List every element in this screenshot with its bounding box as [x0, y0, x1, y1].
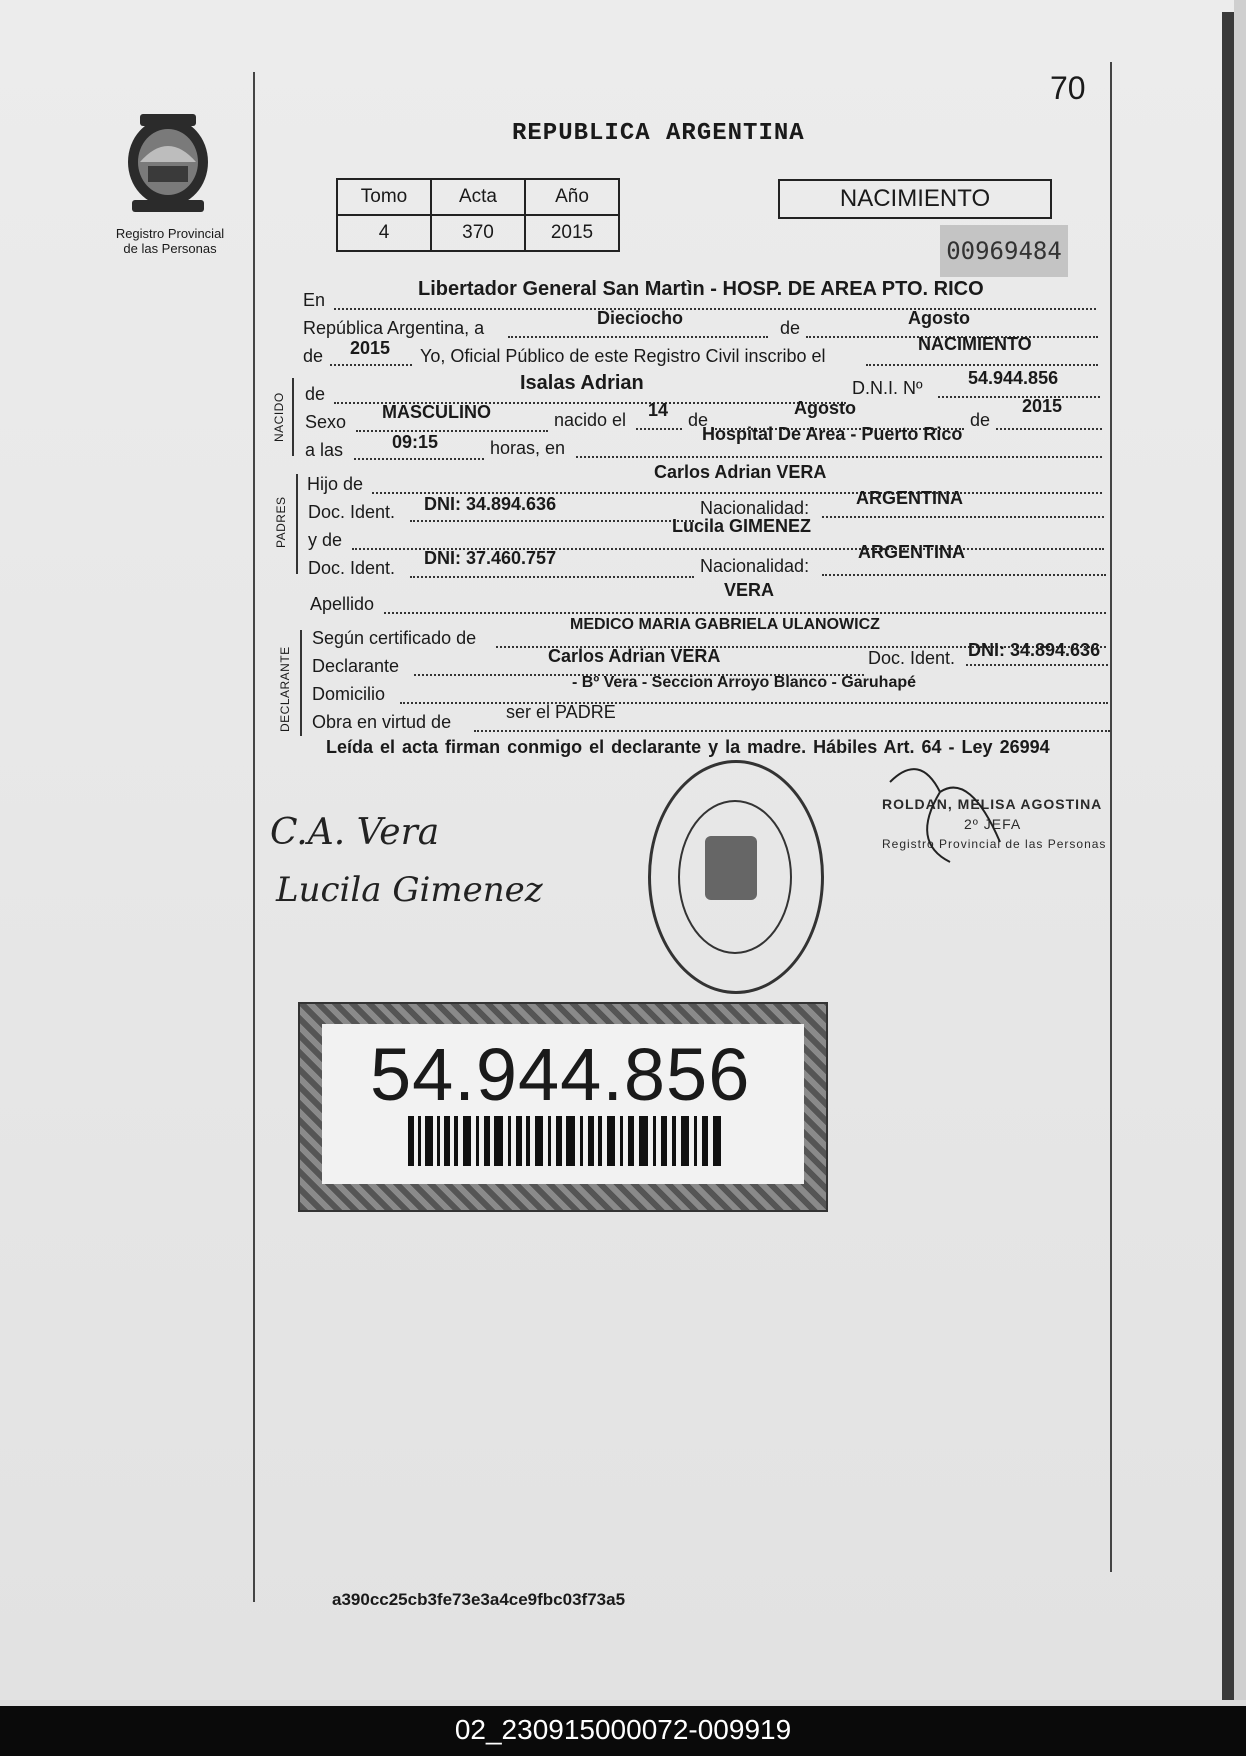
- father-nat-label: Nacionalidad:: [700, 498, 810, 518]
- dotted-line: [938, 396, 1100, 398]
- inscribe-type-value: NACIMIENTO: [918, 334, 1032, 354]
- month-value: Agosto: [908, 308, 970, 328]
- birth-place-value: Hospital De Area - Puerto Rico: [702, 424, 963, 444]
- father-signature: C.A. Vera: [270, 812, 440, 853]
- dotted-line: [576, 456, 1102, 458]
- father-nat-value: ARGENTINA: [856, 488, 963, 508]
- place-value: Libertador General San Martìn - HOSP. DE AREA PTO. RICO: [418, 278, 984, 300]
- horas-label: horas, en: [490, 438, 566, 458]
- de2-label: de: [303, 346, 324, 366]
- dni-label: D.N.I. Nº: [852, 378, 923, 398]
- dotted-line: [966, 664, 1108, 666]
- footer-id: 02_230915000072-009919: [0, 1706, 1246, 1756]
- officer-org: Registro Provincial de las Personas: [882, 837, 1107, 851]
- birth-de2-label: de: [970, 410, 991, 430]
- dotted-line: [996, 428, 1102, 430]
- barcode-icon: [408, 1116, 724, 1166]
- registry-table-value-row: [337, 215, 619, 251]
- declarante-doc-label: Doc. Ident.: [868, 648, 956, 668]
- time-value: 09:15: [392, 432, 439, 452]
- child-dni-value: 54.944.856: [968, 368, 1059, 388]
- registry-table: [336, 178, 620, 252]
- declarante-label: Declarante: [312, 656, 400, 676]
- declarante-value: Carlos Adrian VERA: [548, 646, 721, 666]
- registry-value-anio: 2015: [525, 215, 619, 251]
- document-title: REPUBLICA ARGENTINA: [512, 120, 805, 147]
- dotted-line: [636, 428, 682, 430]
- dotted-line: [356, 430, 548, 432]
- province-crest-icon: [118, 110, 218, 220]
- mother-nat-value: ARGENTINA: [858, 542, 965, 562]
- certificado-value: MEDICO MARIA GABRIELA ULANOWICZ: [570, 616, 880, 633]
- y-de-label: y de: [308, 530, 343, 550]
- dotted-line: [508, 336, 768, 338]
- padres-section-label: PADRES: [274, 496, 288, 548]
- child-name-value: Isalas Adrian: [520, 372, 644, 394]
- nacido-section-label: NACIDO: [272, 392, 286, 442]
- dotted-line: [384, 612, 1106, 614]
- sexo-value: MASCULINO: [382, 402, 491, 422]
- dotted-line: [474, 730, 1110, 732]
- registry-header-anio: Año: [525, 179, 619, 215]
- seal-emblem-icon: [705, 836, 757, 900]
- apellido-value: VERA: [724, 580, 775, 600]
- registry-table-header-row: [337, 179, 619, 215]
- hijo-de-label: Hijo de: [307, 474, 364, 494]
- domicilio-value: - Bº Vera - Seccion Arroyo Blanco - Garuhapé: [572, 674, 917, 691]
- section-bracket: [296, 474, 298, 574]
- logo-caption-line-1: Registro Provincial: [115, 226, 225, 241]
- father-doc-label: Doc. Ident.: [308, 502, 396, 522]
- dotted-line: [410, 576, 694, 578]
- dotted-line: [822, 574, 1106, 576]
- barcode-number: 54.944.856: [370, 1033, 751, 1116]
- nacido-de-label: de: [305, 384, 326, 404]
- officer-role: 2º JEFA: [964, 816, 1022, 832]
- republica-label: República Argentina, a: [303, 318, 485, 338]
- domicilio-label: Domicilio: [312, 684, 386, 704]
- dotted-line: [822, 516, 1104, 518]
- section-bracket: [292, 378, 294, 456]
- page-edge: [1234, 0, 1246, 1700]
- page-edge-shadow: [1222, 12, 1234, 1700]
- mother-doc-label: Doc. Ident.: [308, 558, 396, 578]
- declarante-doc-value: DNI: 34.894.636: [968, 640, 1101, 660]
- page-number: 70: [1050, 70, 1086, 106]
- obra-label: Obra en virtud de: [312, 712, 452, 732]
- de-label: de: [780, 318, 801, 338]
- mother-doc-value: DNI: 37.460.757: [424, 548, 557, 568]
- birth-month-value: Agosto: [794, 398, 856, 418]
- dotted-line: [330, 364, 412, 366]
- left-margin-line: [253, 72, 255, 1602]
- mother-name-value: Lucila GIMENEZ: [672, 516, 812, 536]
- dotted-line: [410, 520, 694, 522]
- sexo-label: Sexo: [305, 412, 347, 432]
- oficial-text: Yo, Oficial Público de este Registro Civil inscribo el: [420, 346, 826, 366]
- closing-text: Leída el acta firman conmigo el declarante y la madre. Hábiles Art. 64 - Ley 26994: [326, 737, 1050, 757]
- dotted-line: [354, 458, 484, 460]
- day-words-value: Dieciocho: [597, 308, 684, 328]
- registry-value-tomo: 4: [337, 215, 431, 251]
- record-type-box: NACIMIENTO: [778, 179, 1052, 219]
- document-hash: a390cc25cb3fe73e3a4ce9fbc03f73a5: [332, 1590, 626, 1609]
- section-bracket: [300, 630, 302, 736]
- father-doc-value: DNI: 34.894.636: [424, 494, 557, 514]
- birth-year-value: 2015: [1022, 396, 1063, 416]
- alas-label: a las: [305, 440, 344, 460]
- mother-nat-label: Nacionalidad:: [700, 556, 810, 576]
- en-label: En: [303, 290, 326, 310]
- year-value: 2015: [350, 338, 391, 358]
- officer-signature: [880, 752, 1020, 872]
- right-margin-line: [1110, 62, 1112, 1572]
- registry-header-tomo: Tomo: [337, 179, 431, 215]
- obra-value: ser el PADRE: [506, 702, 616, 722]
- apellido-label: Apellido: [310, 594, 375, 614]
- registry-header-acta: Acta: [431, 179, 525, 215]
- serial-number: 00969484: [940, 225, 1068, 277]
- declarante-section-label: DECLARANTE: [278, 646, 292, 732]
- segun-label: Según certificado de: [312, 628, 477, 648]
- father-name-value: Carlos Adrian VERA: [654, 462, 827, 482]
- nacido-el-label: nacido el: [554, 410, 627, 430]
- birth-day-value: 14: [648, 400, 669, 420]
- dotted-line: [866, 364, 1098, 366]
- mother-signature: Lucila Gimenez: [276, 870, 543, 910]
- officer-name: ROLDAN, MELISA AGOSTINA: [882, 796, 1103, 812]
- logo-caption: [100, 226, 240, 256]
- registry-value-acta: 370: [431, 215, 525, 251]
- logo-caption-line-2: de las Personas: [123, 241, 217, 256]
- birth-de-label: de: [688, 410, 709, 430]
- dotted-line: [334, 308, 1096, 310]
